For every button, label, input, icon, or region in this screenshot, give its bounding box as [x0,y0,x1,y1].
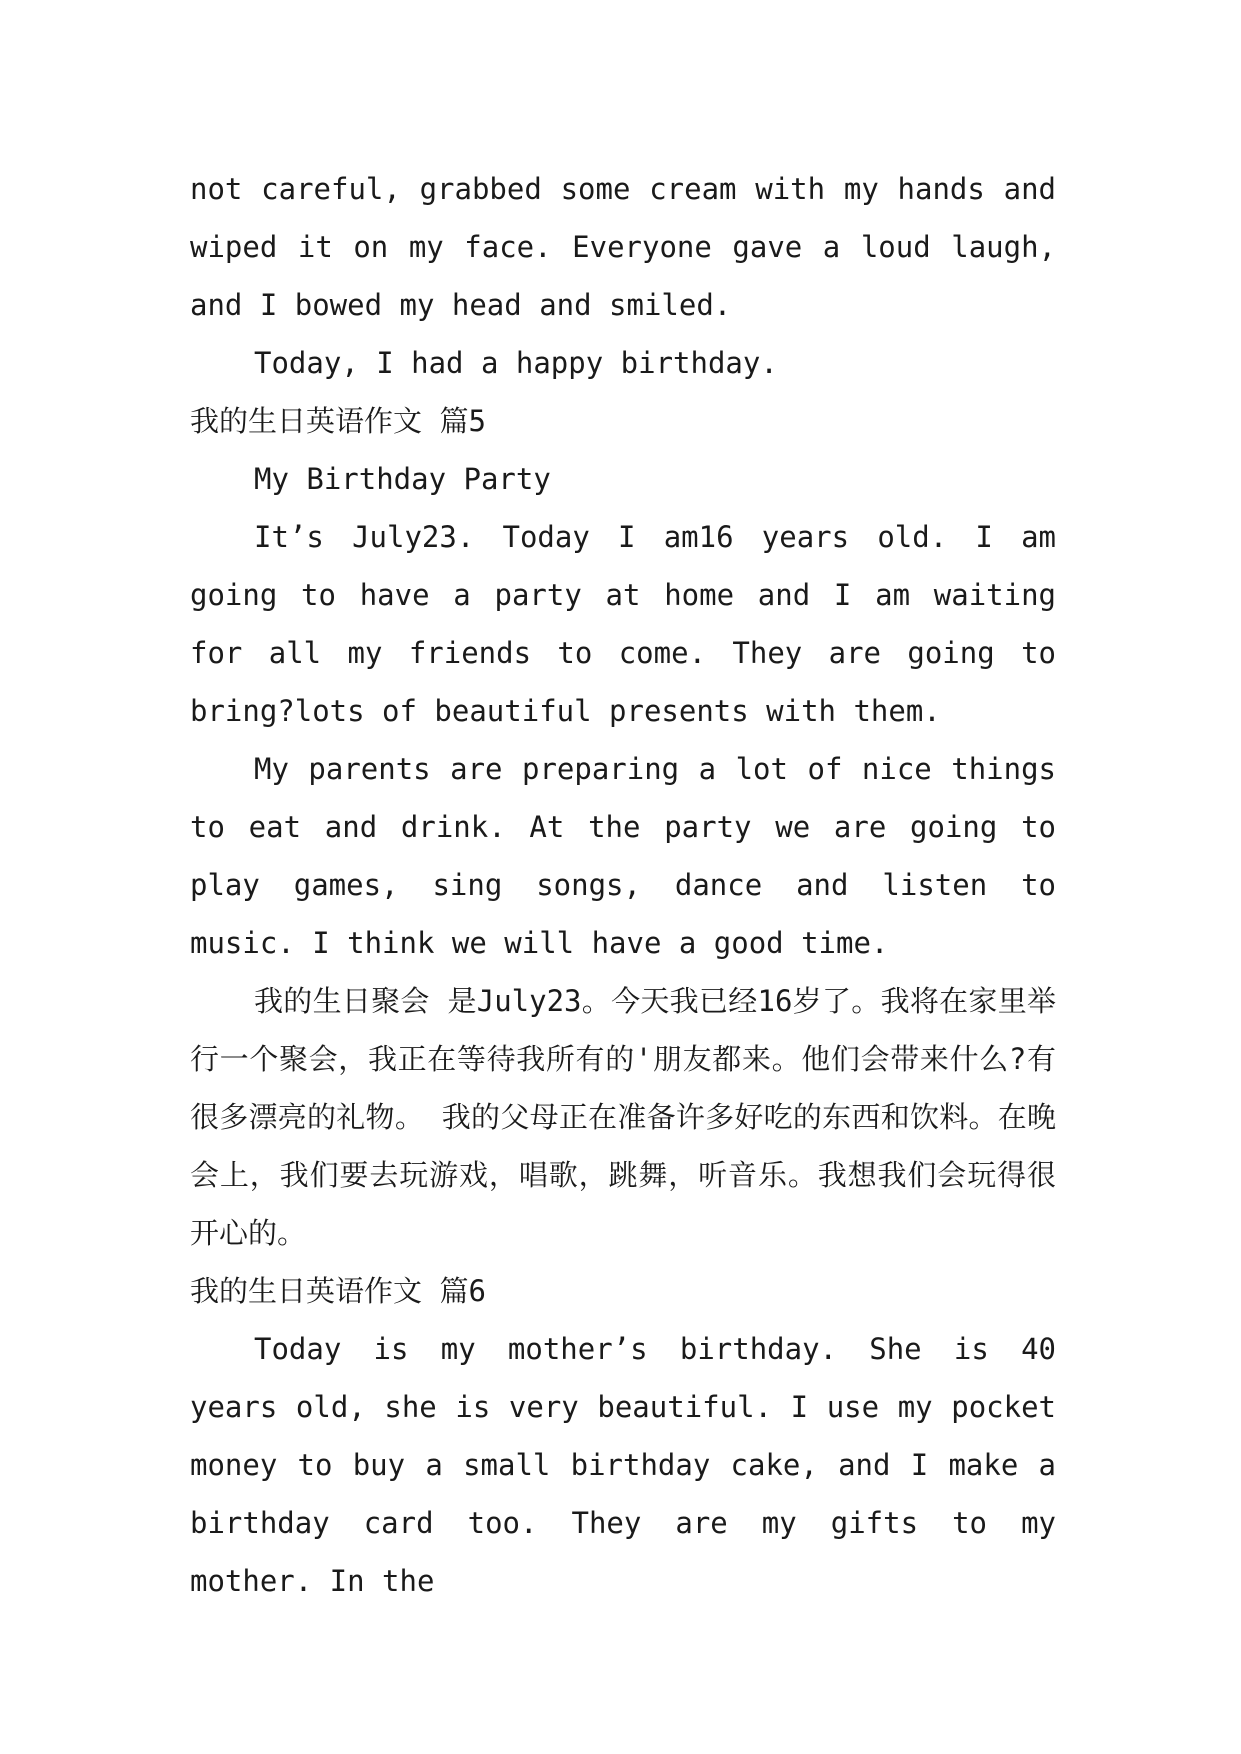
paragraph-happy-birthday: Today, I had a happy birthday. [254,346,778,380]
document-page [190,160,1056,1610]
paragraph-cake-ending: not careful, grabbed some cream with my hands and wiped it on my face. Everyone gave a loud laugh, and I bowed my head and smiled. [190,172,1056,322]
section-heading-6: 我的生日英语作文 篇6 [190,1274,486,1308]
paragraph-mother-birthday: Today is my mother’s birthday. She is 40 years old, she is very beautiful. I use my pocket money to buy a small birthday cake, and I make a birthday card too. They are my gifts to my mother. In the [190,1332,1056,1598]
paragraph-chinese-translation: 我的生日聚会 是July23。今天我已经16岁了。我将在家里举行一个聚会，我正在等待我所有的'朋友都来。他们会带来什么?有很多漂亮的礼物。 我的父母正在准备许多好吃的东西和饮料。在晚会上，我们要去玩游戏，唱歌，跳舞，听音乐。我想我们会玩得很开心的。 [190,984,1056,1250]
paragraph-party-plans: My parents are preparing a lot of nice things to eat and drink. At the party we are going to play games, sing songs, dance and listen to music. I think we will have a good time. [190,752,1056,960]
section-heading-5: 我的生日英语作文 篇5 [190,404,486,438]
paragraph-party-intro: It’s July23. Today I am16 years old. I am going to have a party at home and I am waiting for all my friends to come. They are going to bring?lots of beautiful presents with them. [190,520,1056,728]
essay-title: My Birthday Party [254,462,551,496]
